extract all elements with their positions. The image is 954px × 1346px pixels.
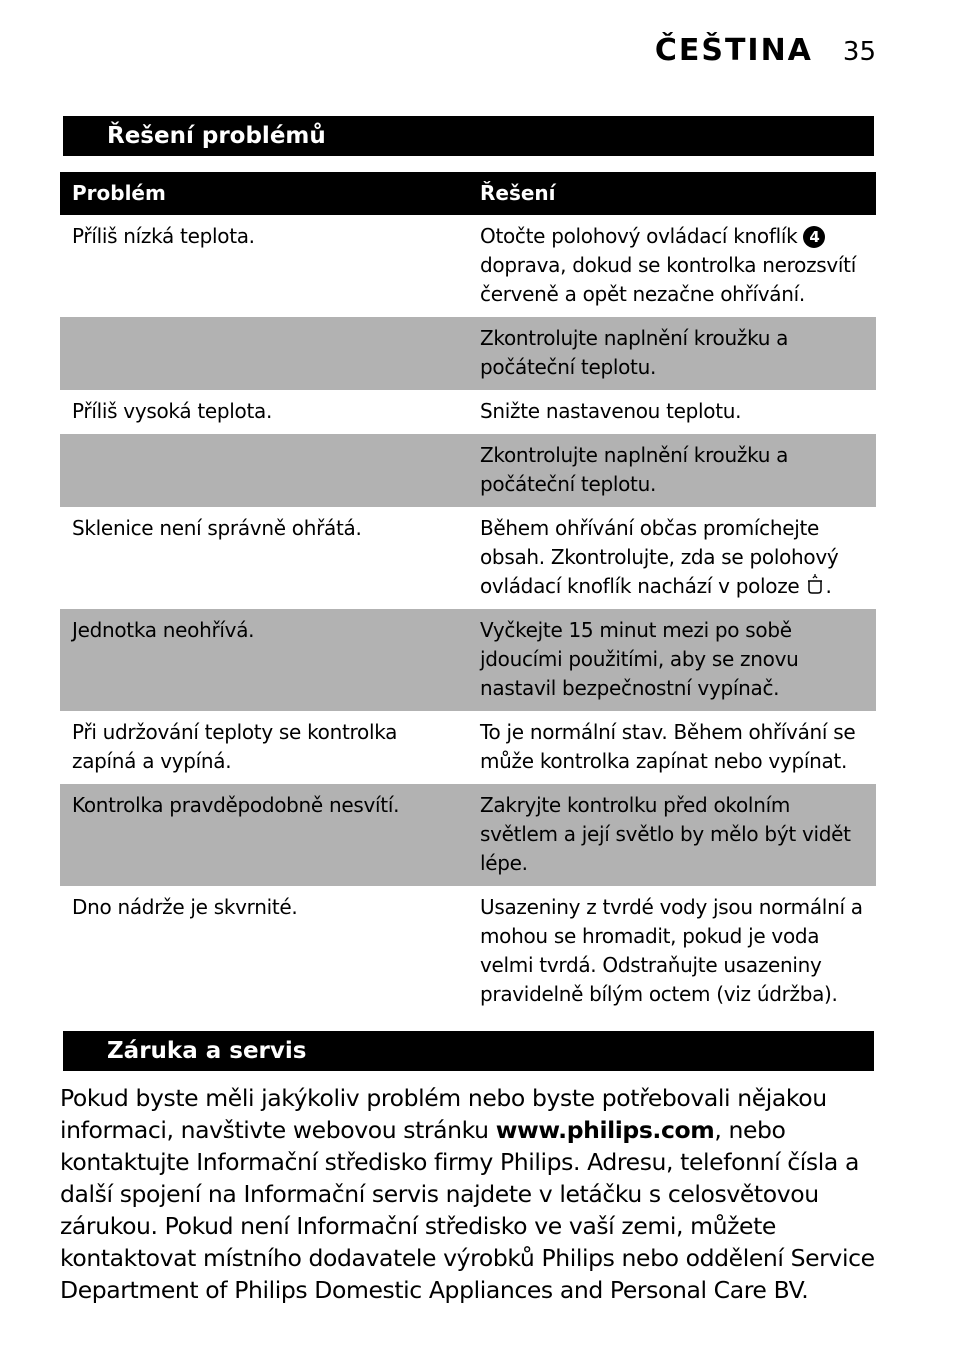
table-row — [60, 784, 876, 886]
solution-cell: Zakryjte kontrolku před okolním světlem a její světlo by mělo být vidět lépe. — [468, 784, 876, 886]
problem-cell: Sklenice není správně ohřátá. — [72, 516, 362, 540]
table-row — [60, 711, 876, 784]
knob-number-badge: 4 — [803, 226, 825, 248]
solution-cell: To je normální stav. Během ohřívání se může kontrolka zapínat nebo vypínat. — [480, 720, 856, 773]
problem-cell: Příliš nízká teplota. — [72, 224, 255, 248]
solution-text-end: . — [825, 574, 832, 598]
section-title-warranty: Záruka a servis — [63, 1031, 874, 1071]
section-title-troubleshooting: Řešení problémů — [63, 116, 874, 156]
website-link[interactable]: www.philips.com — [495, 1116, 715, 1144]
solution-text-end: doprava, dokud se kontrolka nerozsvítí červeně a opět nezačne ohřívání. — [480, 253, 856, 306]
problem-cell — [60, 434, 468, 507]
problem-cell: Kontrolka pravděpodobně nesvítí. — [60, 784, 468, 886]
page-header — [655, 33, 876, 68]
solution-cell: Snižte nastavenou teplotu. — [480, 399, 742, 423]
language-title: ČEŠTINA — [654, 33, 813, 68]
solution-cell — [468, 507, 876, 609]
solution-text-start: Otočte polohový ovládací knoflík — [480, 224, 804, 248]
column-header-solution: Řešení — [468, 172, 876, 215]
troubleshooting-table — [60, 172, 876, 1017]
problem-cell: Jednotka neohřívá. — [60, 609, 468, 711]
solution-cell — [468, 215, 876, 317]
warranty-text-start: Pokud byste měli jakýkoliv problém nebo byste potřebovali nějakou informaci, navštivte webovou stránku — [60, 1084, 827, 1144]
solution-cell: Zkontrolujte naplnění kroužku a počáteční teplotu. — [468, 434, 876, 507]
problem-cell: Při udržování teploty se kontrolka zapíná a vypíná. — [72, 720, 398, 773]
problem-cell: Dno nádrže je skvrnité. — [72, 895, 298, 919]
page-number: 35 — [842, 37, 876, 67]
table-row — [60, 390, 876, 434]
table-row — [60, 434, 876, 507]
table-row — [60, 215, 876, 317]
solution-text-start: Během ohřívání občas promíchejte obsah. Zkontrolujte, zda se polohový ovládací knoflík nachází v poloze — [480, 516, 839, 598]
solution-cell: Zkontrolujte naplnění kroužku a počáteční teplotu. — [468, 317, 876, 390]
column-header-problem: Problém — [60, 172, 468, 215]
warranty-paragraph — [60, 1082, 890, 1306]
jar-symbol-icon — [805, 573, 825, 595]
table-row — [60, 886, 876, 1017]
warranty-text-end: , nebo kontaktujte Informační středisko firmy Philips. Adresu, telefonní čísla a další spojení na Informační servis najdete v letáčku s celosvětovou zárukou. Pokud není Informační středisko ve vaší zemi, můžete kontaktovat místního dodavatele výrobků Philips nebo oddělení Service Department of Philips Domestic Appliances and Personal Care BV. — [60, 1116, 875, 1304]
problem-cell — [60, 317, 468, 390]
solution-cell: Vyčkejte 15 minut mezi po sobě jdoucími použitími, aby se znovu nastavil bezpečnostní vypínač. — [468, 609, 876, 711]
table-row — [60, 507, 876, 609]
table-row — [60, 609, 876, 711]
table-header-row — [60, 172, 876, 215]
solution-cell: Usazeniny z tvrdé vody jsou normální a mohou se hromadit, pokud je voda velmi tvrdá. Odstraňujte usazeniny pravidelně bílým octem (viz údržba). — [480, 895, 863, 1006]
table-row — [60, 317, 876, 390]
problem-cell: Příliš vysoká teplota. — [72, 399, 273, 423]
